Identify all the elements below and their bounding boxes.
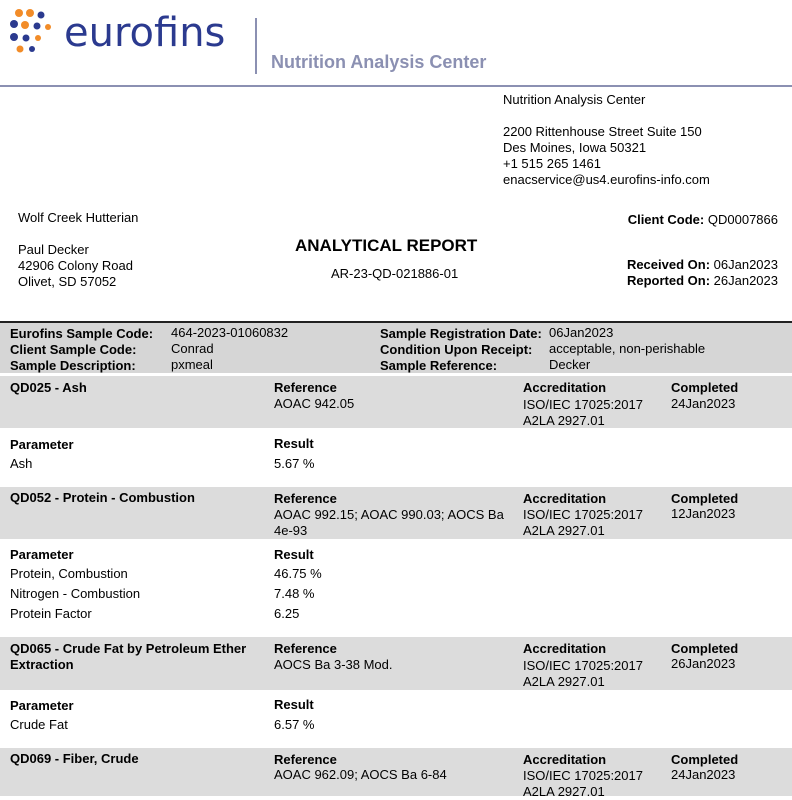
reference-label: Reference (274, 491, 337, 506)
completed-value: 24Jan2023 (671, 396, 736, 411)
received-value: 06Jan2023 (713, 257, 778, 272)
client-contact: Paul Decker (18, 242, 89, 257)
reference-label: Reference (274, 641, 337, 656)
result-header: Result (274, 436, 314, 451)
received-label: Received On: (626, 257, 711, 272)
sample-reg-value: 06Jan2023 (549, 325, 614, 340)
sample-desc-label: Sample Description: (10, 358, 136, 373)
lab-name: Nutrition Analysis Center (503, 92, 646, 107)
completed-label: Completed (671, 380, 739, 395)
report-number: AR-23-QD-021886-01 (331, 266, 459, 281)
sample-code-label: Eurofins Sample Code: (10, 326, 154, 341)
received-on (627, 257, 778, 273)
client-street: 42906 Colony Road (18, 258, 133, 273)
header-divider (255, 18, 257, 74)
result-header: Result (274, 547, 314, 562)
test-name: QD065 - Crude Fat by Petroleum Ether Extraction (10, 641, 247, 672)
parameter-name: Nitrogen - Combustion (10, 586, 141, 601)
accreditation-label: Accreditation (523, 641, 607, 656)
accreditation-a2la: A2LA 2927.01 (523, 784, 605, 799)
lab-street: 2200 Rittenhouse Street Suite 150 (503, 124, 702, 139)
reference-label: Reference (274, 380, 337, 395)
eurofins-dots-icon (8, 8, 56, 56)
test-name: QD069 - Fiber, Crude (10, 751, 139, 766)
parameter-name: Crude Fat (10, 717, 68, 732)
parameter-result: 46.75 % (274, 566, 322, 581)
accreditation-a2la: A2LA 2927.01 (523, 674, 605, 689)
reference-value: AOAC 962.09; AOCS Ba 6-84 (274, 767, 447, 782)
header-rule (0, 85, 792, 87)
client-org: Wolf Creek Hutterian (18, 210, 139, 225)
reported-on (627, 273, 778, 289)
lab-phone: +1 515 265 1461 (503, 156, 601, 171)
client-code-value: QD0007866 (707, 212, 778, 227)
completed-value: 12Jan2023 (671, 506, 736, 521)
accreditation-iso: ISO/IEC 17025:2017 (523, 397, 643, 412)
client-code-label: Client Code: (627, 212, 705, 227)
parameter-result: 6.25 (274, 606, 300, 621)
center-title: Nutrition Analysis Center (271, 52, 487, 72)
client-sample-label: Client Sample Code: (10, 342, 137, 357)
sample-code-value: 464-2023-01060832 (171, 325, 289, 340)
accreditation-iso: ISO/IEC 17025:2017 (523, 507, 643, 522)
parameter-header: Parameter (10, 547, 74, 562)
accreditation-label: Accreditation (523, 491, 607, 506)
completed-label: Completed (671, 752, 739, 767)
test-name: QD052 - Protein - Combustion (10, 490, 195, 505)
client-code (628, 212, 778, 228)
reference-value: AOAC 992.15; AOAC 990.03; AOCS Ba 4e-93 (274, 507, 504, 538)
sample-reg-label: Sample Registration Date: (380, 326, 542, 341)
parameter-header: Parameter (10, 698, 74, 713)
parameter-name: Protein, Combustion (10, 566, 128, 581)
brand-name: eurofins (64, 10, 226, 56)
parameter-result: 5.67 % (274, 456, 315, 471)
accreditation-a2la: A2LA 2927.01 (523, 523, 605, 538)
reference-value: AOAC 942.05 (274, 396, 355, 411)
accreditation-iso: ISO/IEC 17025:2017 (523, 658, 643, 673)
parameter-header: Parameter (10, 437, 74, 452)
test-name: QD025 - Ash (10, 380, 87, 395)
parameter-result: 7.48 % (274, 586, 315, 601)
sample-ref-value: Decker (549, 357, 591, 372)
parameter-result: 6.57 % (274, 717, 315, 732)
completed-value: 26Jan2023 (671, 656, 736, 671)
reference-label: Reference (274, 752, 337, 767)
accreditation-label: Accreditation (523, 380, 607, 395)
reported-label: Reported On: (626, 273, 711, 288)
completed-label: Completed (671, 641, 739, 656)
accreditation-label: Accreditation (523, 752, 607, 767)
reference-value: AOCS Ba 3-38 Mod. (274, 657, 393, 672)
client-sample-value: Conrad (171, 341, 214, 356)
parameter-name: Protein Factor (10, 606, 92, 621)
completed-value: 24Jan2023 (671, 767, 736, 782)
sample-cond-value: acceptable, non-perishable (549, 341, 706, 356)
accreditation-a2la: A2LA 2927.01 (523, 413, 605, 428)
client-city: Olivet, SD 57052 (18, 274, 117, 289)
lab-email: enacservice@us4.eurofins-info.com (503, 172, 710, 187)
sample-ref-label: Sample Reference: (380, 358, 498, 373)
eurofins-logo (8, 8, 248, 58)
sample-desc-value: pxmeal (171, 357, 213, 372)
reported-value: 26Jan2023 (713, 273, 778, 288)
lab-city: Des Moines, Iowa 50321 (503, 140, 647, 155)
result-header: Result (274, 697, 314, 712)
report-title: ANALYTICAL REPORT (295, 236, 478, 255)
completed-label: Completed (671, 491, 739, 506)
accreditation-iso: ISO/IEC 17025:2017 (523, 768, 643, 783)
parameter-name: Ash (10, 456, 33, 471)
sample-cond-label: Condition Upon Receipt: (380, 342, 533, 357)
